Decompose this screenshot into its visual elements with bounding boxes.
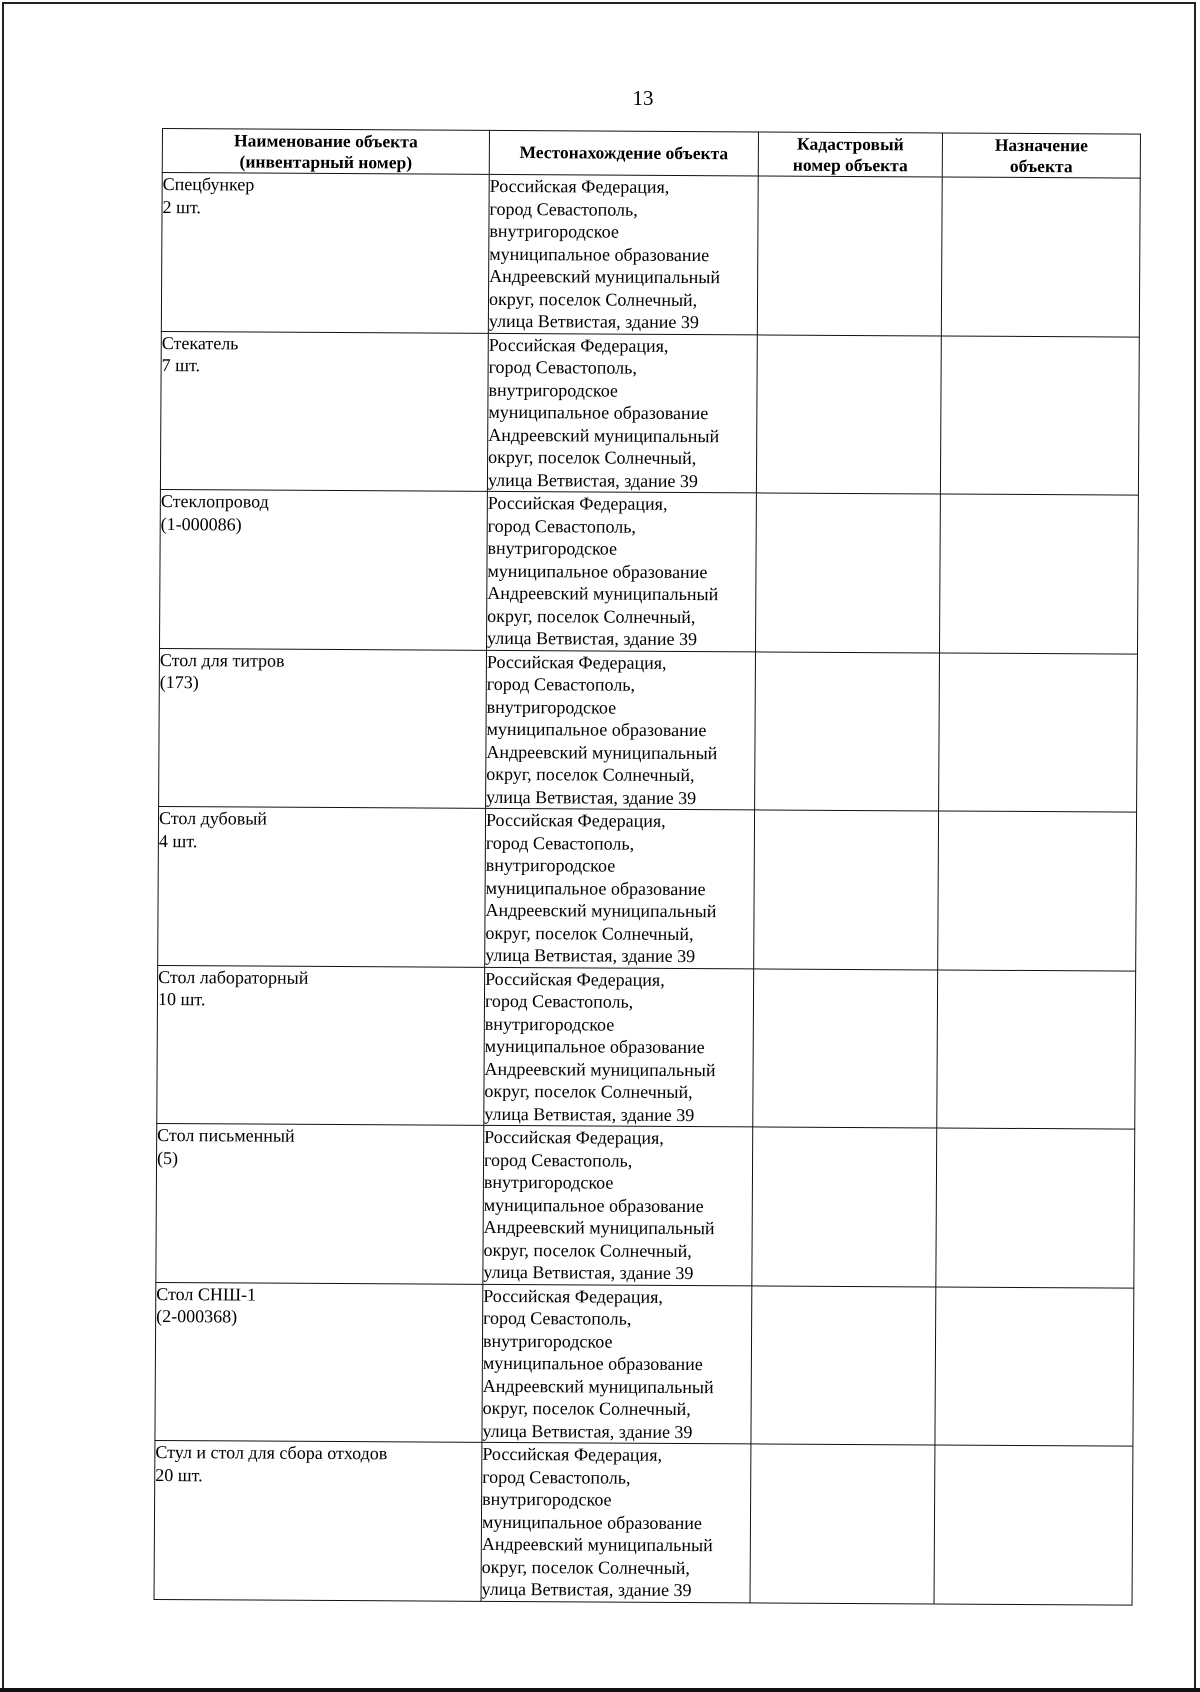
location-line: Российская Федерация, [482, 1443, 663, 1465]
location-line: Андреевский муниципальный [486, 741, 718, 763]
location-line: город Севастополь, [482, 1466, 631, 1488]
location-line: Российская Федерация, [485, 809, 666, 831]
object-location-cell [483, 1125, 753, 1285]
cadastral-number-cell [750, 1444, 935, 1604]
location-line: Андреевский муниципальный [484, 1058, 716, 1080]
location-line: муниципальное образование [489, 243, 710, 265]
object-purpose-cell [938, 811, 1137, 971]
location-line: внутригородское [487, 537, 618, 559]
location-line: улица Ветвистая, здание 39 [487, 469, 699, 491]
location-line: округ, поселок Солнечный, [484, 1080, 693, 1103]
object-name-cell [160, 489, 488, 649]
location-line: муниципальное образование [487, 560, 708, 582]
location-line: муниципальное образование [483, 1194, 704, 1216]
location-line: Андреевский муниципальный [487, 582, 719, 605]
table-row [160, 331, 1139, 495]
location-line: улица Ветвистая, здание 39 [486, 786, 697, 808]
location-line: округ, поселок Солнечный, [481, 1556, 690, 1578]
location-line: город Севастополь, [488, 356, 637, 378]
cadastral-number-cell [755, 651, 940, 811]
location-line: округ, поселок Солнечный, [488, 446, 697, 469]
location-line: муниципальное образование [488, 401, 709, 424]
object-name-cell [154, 1440, 482, 1600]
location-line: улица Ветвистая, здание 39 [484, 1103, 695, 1125]
cadastral-number-cell [752, 1127, 937, 1287]
object-location-cell [481, 1442, 751, 1602]
object-location-cell [486, 650, 756, 810]
location-line: город Севастополь, [489, 198, 638, 220]
location-line: улица Ветвистая, здание 39 [481, 1578, 692, 1601]
object-purpose-cell [941, 177, 1140, 337]
header-object-location: Местонахождение объекта [489, 130, 758, 176]
object-purpose-cell [935, 1286, 1134, 1446]
location-line: Российская Федерация, [489, 175, 670, 197]
location-line: Андреевский муниципальный [488, 424, 720, 446]
table-row [159, 648, 1138, 812]
object-inventory-number: (173) [159, 671, 199, 693]
location-line: внутригородское [482, 1330, 613, 1352]
location-line: муниципальное образование [486, 718, 707, 741]
object-name: Стеклопровод [160, 490, 269, 512]
table-row [161, 173, 1140, 337]
object-name-cell [158, 806, 486, 966]
cadastral-number-cell [751, 1285, 936, 1445]
location-line: Российская Федерация, [485, 968, 665, 990]
object-name: Стол дубовый [158, 807, 268, 829]
table-row [160, 489, 1139, 653]
object-purpose-cell [939, 652, 1138, 812]
location-line: Российская Федерация, [488, 334, 669, 356]
location-line: округ, поселок Солнечный, [482, 1397, 691, 1420]
location-line: город Севастополь, [483, 1307, 632, 1329]
location-line: улица Ветвистая, здание 39 [485, 944, 696, 967]
location-line: Российская Федерация, [487, 492, 668, 514]
object-name-cell [161, 173, 489, 333]
object-location-cell [488, 174, 758, 334]
cadastral-number-cell [753, 968, 938, 1128]
table-row [156, 1123, 1135, 1287]
object-inventory-number: (1-000086) [160, 513, 242, 534]
table-row [158, 806, 1137, 970]
object-name: Стол для титров [159, 649, 285, 671]
location-line: внутригородское [488, 379, 619, 401]
location-line: внутригородское [484, 1013, 615, 1035]
location-line: округ, поселок Солнечный, [485, 922, 694, 944]
cadastral-number-cell [756, 334, 941, 494]
object-name: Спецбункер [162, 174, 255, 195]
location-line: Российская Федерация, [484, 1126, 664, 1148]
table-row [155, 1282, 1134, 1446]
location-line: Андреевский муниципальный [485, 899, 717, 922]
location-line: внутригородское [485, 854, 616, 876]
location-line: Андреевский муниципальный [483, 1216, 715, 1239]
object-name-cell [159, 648, 487, 808]
object-name-cell [156, 1123, 484, 1283]
cadastral-number-cell [757, 176, 942, 336]
scan-bottom-edge [0, 1688, 1200, 1692]
object-purpose-cell [939, 494, 1138, 654]
object-location-cell [484, 967, 754, 1127]
object-location-cell [485, 808, 755, 968]
object-name: Стул и стол для сбора отходов [155, 1441, 388, 1464]
table-header-row [162, 129, 1140, 179]
location-line: Российская Федерация, [483, 1285, 663, 1307]
location-line: округ, поселок Солнечный, [488, 288, 698, 310]
header-object-name: Наименование объекта (инвентарный номер) [162, 129, 489, 175]
object-inventory-number: 10 шт. [157, 988, 206, 1010]
object-name: Стол письменный [157, 1124, 295, 1146]
location-line: Андреевский муниципальный [482, 1375, 714, 1397]
cadastral-number-cell [754, 810, 939, 970]
object-purpose-cell [937, 969, 1136, 1129]
location-line: округ, поселок Солнечный, [486, 763, 695, 786]
location-line: внутригородское [489, 220, 619, 242]
object-inventory-number: 4 шт. [158, 830, 198, 851]
location-line: улица Ветвистая, здание 39 [482, 1420, 693, 1442]
location-line: Российская Федерация, [486, 651, 667, 673]
page-number: 13 [632, 86, 654, 110]
object-location-cell [482, 1284, 752, 1444]
object-name-cell [160, 331, 488, 491]
location-line: Андреевский муниципальный [481, 1533, 713, 1556]
object-name: Стекатель [161, 332, 239, 353]
location-line: Андреевский муниципальный [489, 265, 721, 288]
object-inventory-number: 7 шт. [161, 355, 201, 376]
location-line: муниципальное образование [481, 1511, 702, 1533]
location-line: внутригородское [483, 1171, 614, 1193]
object-location-cell [486, 491, 756, 651]
cadastral-number-cell [755, 493, 940, 653]
object-name-cell [155, 1282, 483, 1442]
object-purpose-cell [934, 1445, 1133, 1605]
location-line: город Севастополь, [486, 673, 636, 695]
object-name-cell [157, 965, 485, 1125]
location-line: город Севастополь, [485, 832, 635, 854]
object-purpose-cell [936, 1128, 1135, 1288]
object-purpose-cell [940, 335, 1139, 495]
location-line: город Севастополь, [484, 990, 634, 1012]
location-line: муниципальное образование [482, 1352, 703, 1375]
location-line: город Севастополь, [484, 1149, 633, 1171]
location-line: город Севастополь, [487, 515, 637, 537]
object-inventory-number: (5) [157, 1147, 179, 1168]
location-line: муниципальное образование [485, 877, 706, 899]
object-location-cell [487, 333, 757, 493]
location-line: округ, поселок Солнечный, [483, 1239, 692, 1261]
location-line: улица Ветвистая, здание 39 [488, 310, 699, 333]
location-line: внутригородское [486, 696, 617, 718]
object-name: Стол СНШ-1 [156, 1283, 257, 1305]
property-registry-table [154, 128, 1141, 1605]
object-inventory-number: 2 шт. [162, 196, 201, 217]
header-cadastral-number: Кадастровый номер объекта [758, 132, 942, 177]
location-line: внутригородское [482, 1488, 612, 1510]
object-name: Стол лабораторный [158, 966, 309, 988]
object-inventory-number: (2-000368) [156, 1305, 238, 1327]
location-line: округ, поселок Солнечный, [487, 605, 696, 627]
location-line: улица Ветвистая, здание 39 [483, 1261, 694, 1284]
table-row [157, 965, 1136, 1129]
header-object-purpose: Назначение объекта [942, 133, 1140, 178]
location-line: улица Ветвистая, здание 39 [487, 627, 698, 650]
location-line: муниципальное образование [484, 1035, 705, 1058]
table-row [154, 1440, 1133, 1604]
object-inventory-number: 20 шт. [155, 1464, 203, 1485]
